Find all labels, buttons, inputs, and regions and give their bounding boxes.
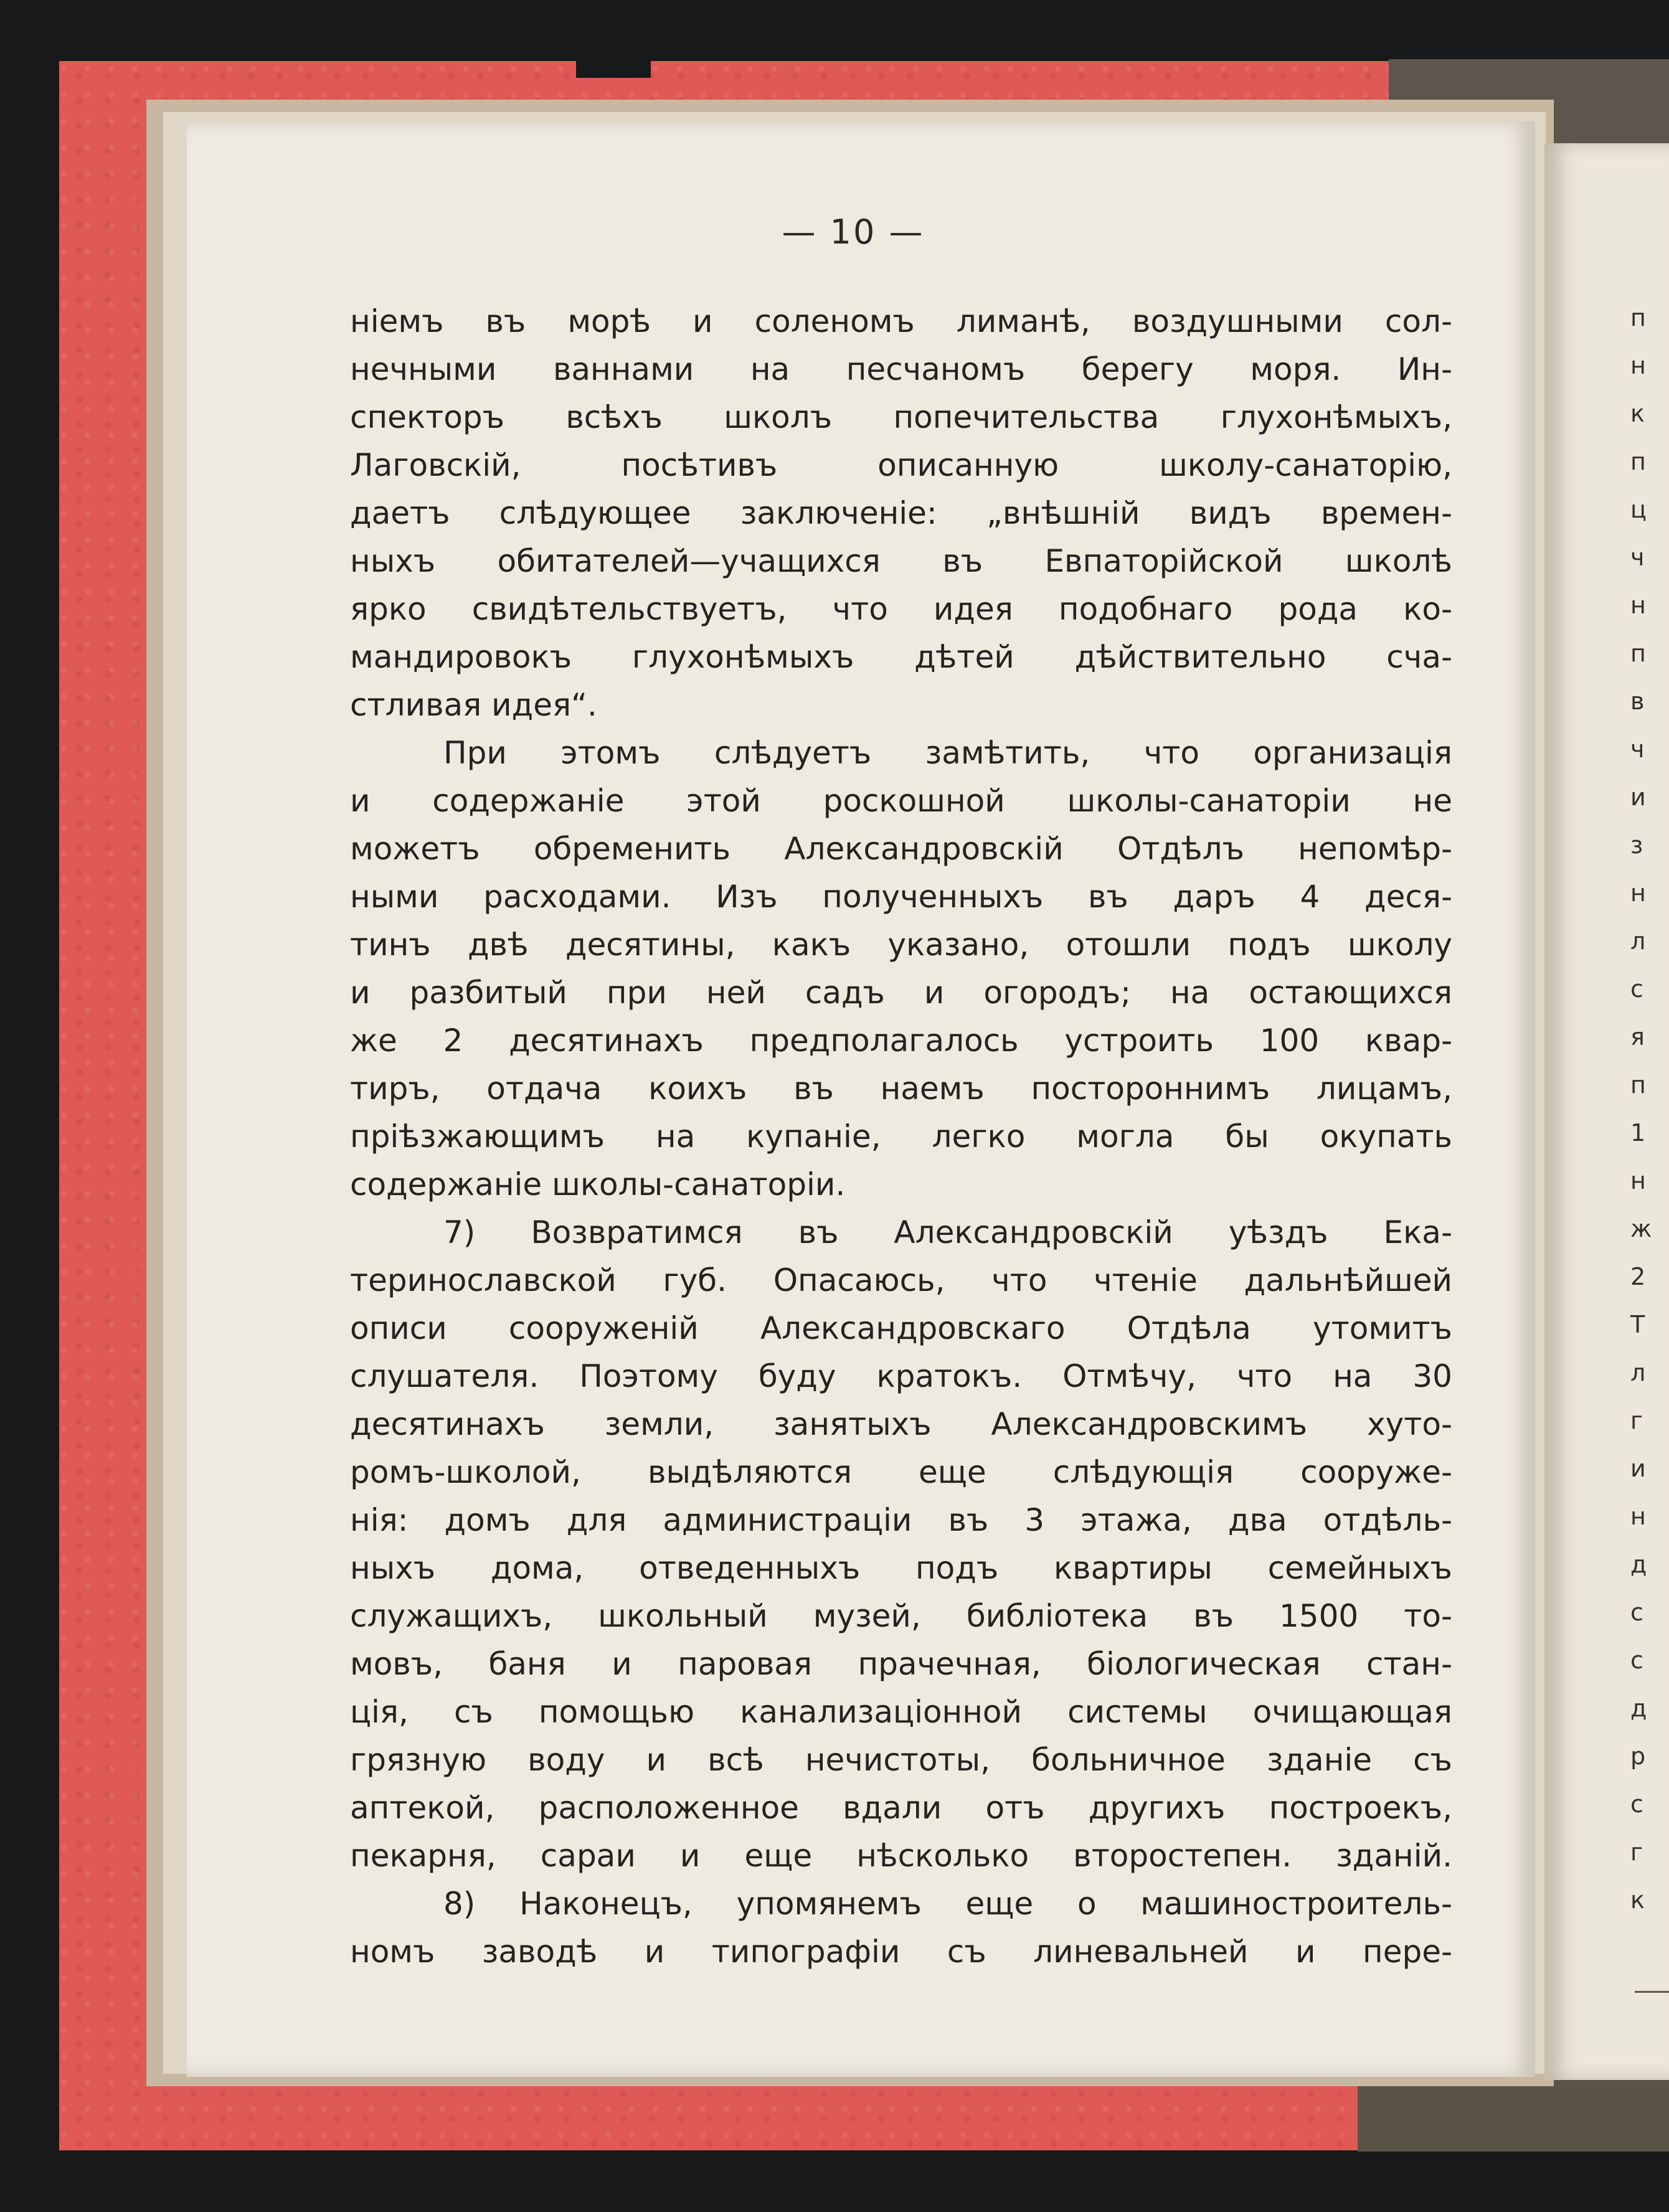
- text-line: служащихъ, школьный музей, библіотека въ 1500 то-: [350, 1598, 1452, 1634]
- facing-page-letter: п: [1630, 304, 1646, 331]
- facing-page-letter: в: [1630, 688, 1645, 715]
- facing-page-letter: з: [1630, 831, 1643, 859]
- text-line: стливая идея“.: [350, 687, 597, 723]
- text-line: ярко свидѣтельствуетъ, что идея подобнаго рода ко-: [350, 591, 1452, 627]
- text-line: ными расходами. Изъ полученныхъ въ даръ 4 деся-: [350, 879, 1452, 915]
- facing-page-rule: [1635, 1991, 1669, 1993]
- facing-page-letter: я: [1630, 1023, 1645, 1051]
- facing-page-letter: и: [1630, 783, 1646, 811]
- text-line: тинъ двѣ десятины, какъ указано, отошли подъ школу: [350, 927, 1452, 963]
- facing-page-letter: 1: [1630, 1119, 1646, 1146]
- text-line: десятинахъ земли, занятыхъ Александровскимъ хуто-: [350, 1406, 1452, 1442]
- facing-page-letter: и: [1630, 1455, 1646, 1482]
- text-line: При этомъ слѣдуетъ замѣтить, что организація: [443, 735, 1452, 771]
- text-line: даетъ слѣдующее заключеніе: „внѣшній видъ времен-: [350, 495, 1452, 531]
- facing-page-letter: п: [1630, 640, 1646, 667]
- facing-page-letter: н: [1630, 879, 1646, 907]
- facing-page-letter: л: [1630, 927, 1646, 955]
- facing-page-letter: с: [1630, 975, 1643, 1003]
- paragraph-3: [350, 1209, 1452, 1880]
- text-line: тиръ, отдача коихъ въ наемъ постороннимъ лицамъ,: [350, 1071, 1452, 1107]
- text-line: номъ заводѣ и типографіи съ линевальней и пере-: [350, 1934, 1452, 1970]
- facing-page-letter: н: [1630, 592, 1646, 619]
- text-line: 8) Наконецъ, упомянемъ еще о машиностроитель-: [443, 1886, 1452, 1922]
- facing-page-letter: к: [1630, 400, 1645, 427]
- facing-page-letter: г: [1630, 1838, 1643, 1866]
- facing-page-letter: н: [1630, 1503, 1646, 1530]
- text-line: нія: домъ для администраціи въ 3 этажа, два отдѣль-: [350, 1502, 1452, 1538]
- page-text: [350, 298, 1452, 1976]
- paragraph-2: [350, 729, 1452, 1209]
- facing-page-letter: н: [1630, 1167, 1646, 1194]
- facing-page-letter: Т: [1630, 1311, 1645, 1338]
- facing-page-letter: н: [1630, 352, 1646, 379]
- text-line: грязную воду и всѣ нечистоты, больничное зданіе съ: [350, 1742, 1452, 1778]
- text-line: мовъ, баня и паровая прачечная, біологическая стан-: [350, 1646, 1452, 1682]
- facing-page-letter: с: [1630, 1790, 1643, 1818]
- paragraph-1: [350, 298, 1452, 729]
- text-line: теринославской губ. Опасаюсь, что чтеніе дальнѣйшей: [350, 1262, 1452, 1298]
- text-line: аптекой, расположенное вдали отъ другихъ построекъ,: [350, 1790, 1452, 1826]
- text-line: ныхъ дома, отведенныхъ подъ квартиры семейныхъ: [350, 1550, 1452, 1586]
- text-line: содержаніе школы-санаторіи.: [350, 1166, 846, 1203]
- text-line: 7) Возвратимся въ Александровскій уѣздъ Ека-: [443, 1214, 1452, 1250]
- text-line: мандировокъ глухонѣмыхъ дѣтей дѣйствительно сча-: [350, 639, 1452, 675]
- facing-page-letter: р: [1630, 1742, 1646, 1770]
- facing-page-letter: д: [1630, 1551, 1647, 1578]
- text-line: пекарня, сараи и еще нѣсколько второстепен. зданій.: [350, 1838, 1452, 1874]
- facing-page-letter: ч: [1630, 544, 1645, 571]
- top-binding-gap: [576, 56, 651, 78]
- facing-page-letter: ч: [1630, 735, 1645, 763]
- facing-page-letter: п: [1630, 1071, 1646, 1099]
- text-line: слушателя. Поэтому буду кратокъ. Отмѣчу, что на 30: [350, 1358, 1452, 1394]
- text-line: ромъ-школой, выдѣляются еще слѣдующія сооруже-: [350, 1454, 1452, 1490]
- facing-page-letter: ц: [1630, 496, 1647, 523]
- facing-page-letter: ж: [1630, 1215, 1652, 1242]
- text-line: описи сооруженій Александровскаго Отдѣла утомитъ: [350, 1310, 1452, 1346]
- facing-page-letter: г: [1630, 1407, 1643, 1434]
- text-line: нечными ваннами на песчаномъ берегу моря. Ин-: [350, 351, 1452, 387]
- text-line: и разбитый при ней садъ и огородъ; на остающихся: [350, 975, 1452, 1011]
- page-number: — 10 —: [782, 212, 925, 252]
- text-line: ныхъ обитателей—учащихся въ Евпаторійской школѣ: [350, 543, 1452, 579]
- text-line: ніемъ въ морѣ и соленомъ лиманѣ, воздушными сол-: [350, 303, 1452, 339]
- text-line: можетъ обременить Александровскій Отдѣлъ непомѣр-: [350, 831, 1452, 867]
- facing-page-letter: д: [1630, 1694, 1647, 1722]
- text-line: ція, съ помощью канализаціонной системы очищающая: [350, 1694, 1452, 1730]
- text-line: же 2 десятинахъ предполагалось устроить 100 квар-: [350, 1023, 1452, 1059]
- facing-page-text-edge: [1630, 294, 1668, 1924]
- text-line: и содержаніе этой роскошной школы-санаторіи не: [350, 783, 1452, 819]
- facing-page-letter: п: [1630, 448, 1646, 475]
- facing-page-letter: 2: [1630, 1263, 1646, 1290]
- facing-page-letter: к: [1630, 1886, 1645, 1914]
- facing-page-letter: с: [1630, 1647, 1643, 1674]
- facing-page-letter: л: [1630, 1359, 1646, 1386]
- paragraph-4: [350, 1880, 1452, 1976]
- text-line: Лаговскій, посѣтивъ описанную школу-санаторію,: [350, 447, 1452, 483]
- text-line: спекторъ всѣхъ школъ попечительства глухонѣмыхъ,: [350, 399, 1452, 435]
- text-line: пріѣзжающимъ на купаніе, легко могла бы окупать: [350, 1118, 1452, 1155]
- facing-page-letter: с: [1630, 1599, 1643, 1626]
